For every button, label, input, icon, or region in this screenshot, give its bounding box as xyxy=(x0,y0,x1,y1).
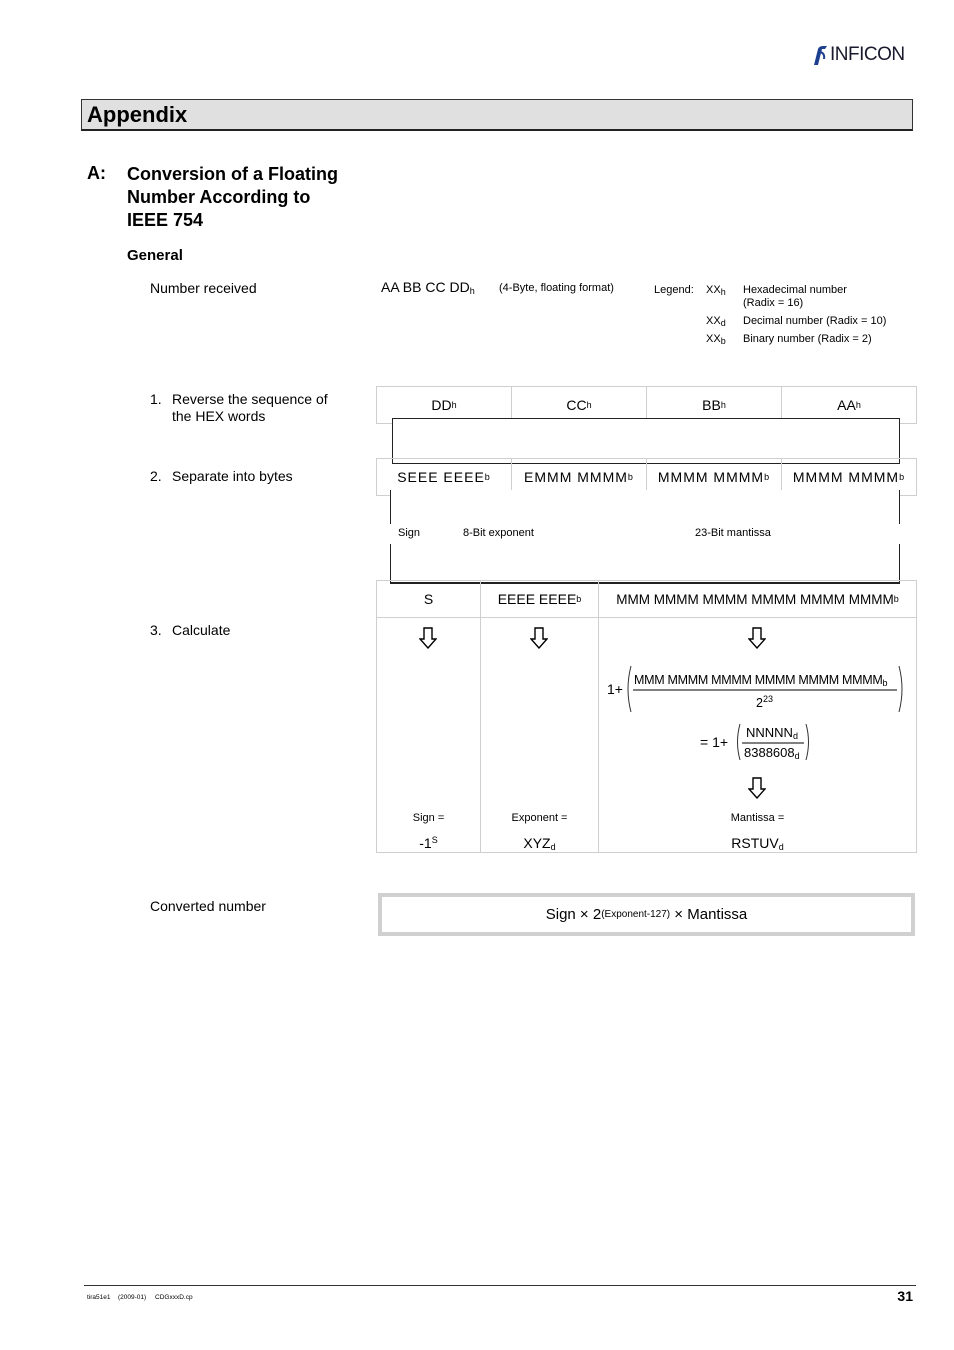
received-value xyxy=(381,279,475,295)
calc-header-text: MMM MMMM MMMM MMMM MMMM MMMM xyxy=(616,591,894,607)
formula-numerator xyxy=(746,725,798,740)
mantissa-result-sub: d xyxy=(778,842,784,852)
hex-word-text: DD xyxy=(431,397,452,413)
section-title-line: IEEE 754 xyxy=(127,210,204,230)
hex-word-cell: CC h xyxy=(511,386,647,424)
received-value-sub: h xyxy=(469,286,475,296)
formula-denominator-text: 2 xyxy=(756,696,763,710)
arrow-down-icon xyxy=(748,777,766,799)
formula-numerator-sub: b xyxy=(882,678,888,688)
mantissa-result-value xyxy=(598,835,917,851)
byte-cell: EMMM MMMM b xyxy=(511,458,647,496)
step-text-line: Reverse the sequence of xyxy=(172,391,328,407)
appendix-banner xyxy=(81,99,913,131)
legend-code-sub: h xyxy=(720,287,726,297)
formula-prefix: 1+ xyxy=(607,681,623,697)
byte-cell: MMMM MMMM b xyxy=(646,458,782,496)
converted-label: Converted number xyxy=(150,898,266,914)
formula-numerator-text: NNNNN xyxy=(746,725,793,740)
calc-header-text: EEEE EEEE xyxy=(497,591,577,607)
arrow-down-icon xyxy=(419,627,437,649)
step-text: Calculate xyxy=(172,622,231,638)
field-sign-label: Sign xyxy=(398,527,421,539)
legend-desc: Decimal number (Radix = 10) xyxy=(743,315,887,327)
byte-cell: SEEE EEEE b xyxy=(376,458,512,496)
footer-date: (2009-01) xyxy=(118,1294,147,1301)
formula-numerator-sub: d xyxy=(792,731,798,741)
formula-denominator-text: 8388608 xyxy=(744,745,795,760)
banner-title: Appendix xyxy=(87,102,188,127)
step-number: 2. xyxy=(150,468,162,484)
hex-word-text: CC xyxy=(566,397,587,413)
byte-text: SEEE EEEE xyxy=(397,469,485,485)
converted-formula-part: Sign × 2 xyxy=(545,906,602,923)
legend-code-sub: b xyxy=(720,336,726,346)
legend-desc-line: Hexadecimal number xyxy=(743,284,847,296)
legend-label: Legend: xyxy=(654,284,694,296)
formula-denominator xyxy=(744,745,800,760)
hex-word-cell: AA h xyxy=(781,386,917,424)
legend-desc: Binary number (Radix = 2) xyxy=(743,333,872,345)
exponent-result-text: XYZ xyxy=(523,835,551,851)
formula-numerator-text: MMM MMMM MMMM MMMM MMMM MMMM xyxy=(634,673,883,687)
hex-word-text: BB xyxy=(702,397,721,413)
formula-denominator-sub: d xyxy=(794,751,800,761)
field-exponent-label: 8-Bit exponent xyxy=(463,527,534,539)
sign-result-value xyxy=(376,835,481,851)
inficon-logo-icon xyxy=(812,45,828,65)
byte-text: MMMM MMMM xyxy=(657,469,765,485)
footer-doc-id: tira51e1 xyxy=(87,1294,111,1301)
calc-header-exponent: EEEE EEEE b xyxy=(497,591,582,607)
section-title xyxy=(127,163,387,232)
received-label: Number received xyxy=(150,280,257,296)
arrow-down-icon xyxy=(748,627,766,649)
hex-word-text: AA xyxy=(837,397,856,413)
brand-name: INFICON xyxy=(830,44,905,65)
page-number: 31 xyxy=(897,1288,913,1304)
formula-denominator xyxy=(756,696,773,710)
sign-result-label: Sign = xyxy=(412,812,445,824)
byte-cell: MMMM MMMM b xyxy=(781,458,917,496)
converted-formula-box xyxy=(378,893,915,936)
mantissa-result-label: Mantissa = xyxy=(730,812,785,824)
formula-prefix: = 1+ xyxy=(700,734,729,750)
mantissa-result-text: RSTUV xyxy=(731,835,779,851)
field-mantissa-label: 23-Bit mantissa xyxy=(695,527,771,539)
legend-code xyxy=(706,333,726,345)
step-number: 3. xyxy=(150,622,162,638)
legend-code-text: XX xyxy=(706,315,721,327)
sign-result-text: -1 xyxy=(419,835,432,851)
legend-code-text: XX xyxy=(706,333,721,345)
exponent-result-value xyxy=(480,835,599,851)
section-title-line: Number According to xyxy=(127,187,311,207)
legend-code-sub: d xyxy=(720,318,726,328)
section-title-line: Conversion of a Floating xyxy=(127,164,339,184)
formula-numerator xyxy=(634,673,887,687)
exponent-result-sub: d xyxy=(550,842,556,852)
converted-formula-part: × Mantissa xyxy=(670,906,748,923)
byte-text: MMMM MMMM xyxy=(792,469,900,485)
calc-header-sign xyxy=(376,580,481,618)
step-text-line: the HEX words xyxy=(172,408,266,424)
inficon-logo xyxy=(812,44,905,66)
legend-desc xyxy=(743,284,847,310)
arrow-down-icon xyxy=(530,627,548,649)
section-number: A: xyxy=(87,163,106,183)
received-value-text: AA BB CC DD xyxy=(381,279,470,295)
legend-desc-line: (Radix = 16) xyxy=(743,297,804,309)
step-text xyxy=(172,391,328,425)
footer-divider xyxy=(84,1285,916,1286)
step-number: 1. xyxy=(150,391,162,407)
format-note: (4-Byte, floating format) xyxy=(499,282,614,294)
hex-word-cell: DD h xyxy=(376,386,512,424)
byte-text: EMMM MMMM xyxy=(524,469,628,485)
legend-code-text: XX xyxy=(706,284,721,296)
sign-result-sup: S xyxy=(431,835,438,845)
legend-code xyxy=(706,284,726,296)
exponent-result-label: Exponent = xyxy=(511,812,568,824)
converted-formula: Sign × 2 (Exponent-127) × Mantissa xyxy=(382,897,911,932)
step-text: Separate into bytes xyxy=(172,468,293,484)
hex-word-cell: BB h xyxy=(646,386,782,424)
calc-header-text: S xyxy=(423,591,434,607)
formula-denominator-sup: 23 xyxy=(762,694,773,704)
footer-file: CDGxxxD.cp xyxy=(155,1294,193,1301)
legend-code xyxy=(706,315,726,327)
subsection-title: General xyxy=(127,247,183,264)
calc-header-mantissa: MMM MMMM MMMM MMMM MMMM MMMM b xyxy=(616,591,899,607)
